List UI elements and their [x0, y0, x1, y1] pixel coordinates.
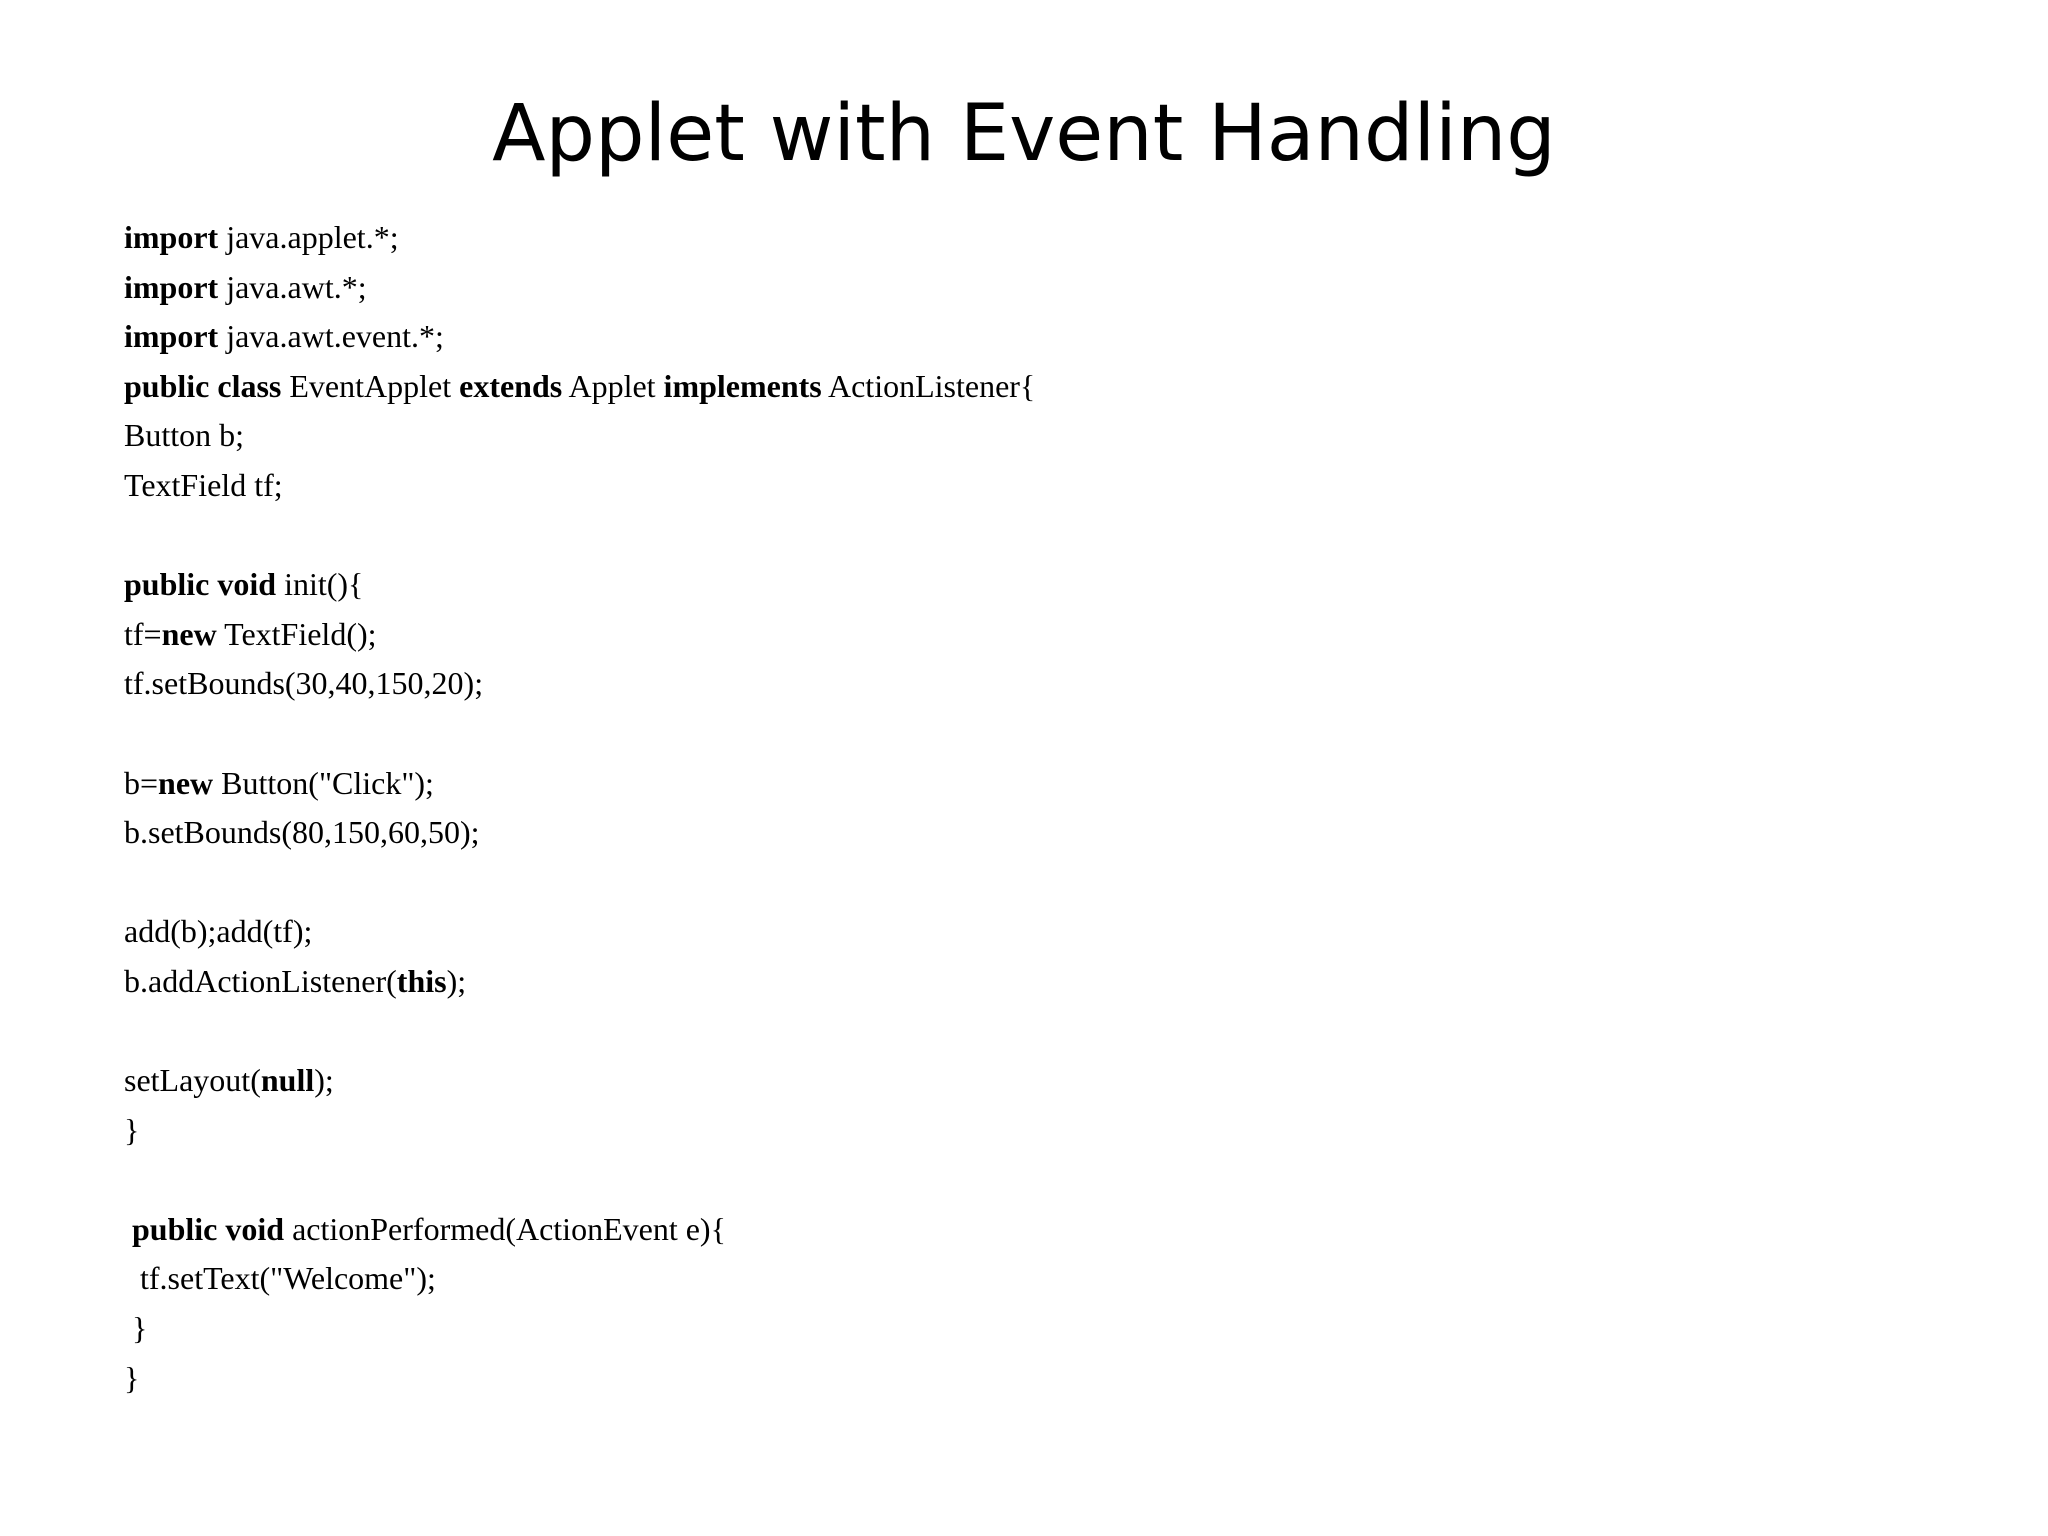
- code-line: [124, 610, 1984, 660]
- code-text: init(){: [276, 566, 364, 603]
- code-line: [124, 1056, 1984, 1106]
- code-text: );: [446, 962, 467, 999]
- code-line: [124, 659, 1984, 709]
- code-text: Button b;: [124, 417, 245, 454]
- code-text: java.applet.*;: [218, 219, 399, 255]
- code-line: [124, 1205, 1984, 1255]
- code-keyword: import: [124, 318, 219, 355]
- code-line: [124, 213, 1984, 263]
- code-keyword: extends: [459, 367, 563, 404]
- code-blank-line: [124, 709, 1984, 759]
- code-line: [124, 1106, 1984, 1156]
- code-keyword: public void: [132, 1210, 285, 1247]
- code-text: actionPerformed(ActionEvent e){: [284, 1210, 726, 1247]
- code-keyword: this: [396, 962, 447, 999]
- code-line: [124, 560, 1984, 610]
- code-line: [124, 461, 1984, 511]
- code-line: [124, 312, 1984, 362]
- code-line: [124, 263, 1984, 313]
- code-text: }: [124, 1310, 148, 1347]
- code-blank-line: [124, 1155, 1984, 1205]
- code-line: [124, 362, 1984, 412]
- code-blank-line: [124, 1007, 1984, 1057]
- code-line: [124, 808, 1984, 858]
- code-line: [124, 1304, 1984, 1354]
- code-keyword: implements: [663, 367, 822, 404]
- code-text: setLayout(: [124, 1062, 261, 1099]
- code-text: java.awt.event.*;: [218, 318, 444, 355]
- code-keyword: new: [158, 764, 214, 801]
- slide-title: Applet with Event Handling: [492, 89, 1556, 179]
- code-text: }: [124, 1111, 140, 1148]
- code-text: }: [124, 1359, 140, 1396]
- code-line: [124, 1354, 1984, 1404]
- code-blank-line: [124, 511, 1984, 561]
- code-text: b.addActionListener(: [124, 962, 397, 999]
- code-text: );: [314, 1062, 334, 1099]
- code-text: ActionListener{: [821, 367, 1036, 404]
- code-text: add(b);add(tf);: [124, 913, 313, 950]
- code-keyword: public class: [124, 367, 282, 404]
- code-text: tf.setText("Welcome");: [124, 1260, 436, 1297]
- code-keyword: import: [124, 219, 219, 255]
- code-line: [124, 907, 1984, 957]
- code-blank-line: [124, 858, 1984, 908]
- code-text: TextField tf;: [124, 466, 283, 503]
- code-text: Applet: [562, 367, 664, 404]
- code-keyword: new: [161, 615, 217, 652]
- code-text: Button("Click");: [213, 764, 434, 801]
- code-line: [124, 957, 1984, 1007]
- code-text: b=: [124, 764, 159, 801]
- code-line: [124, 1254, 1984, 1304]
- code-text: java.awt.*;: [218, 268, 367, 305]
- code-line: [124, 759, 1984, 809]
- code-text: b.setBounds(80,150,60,50);: [124, 814, 480, 851]
- code-line: [124, 411, 1984, 461]
- code-keyword: import: [124, 268, 219, 305]
- code-keyword: public void: [124, 566, 277, 603]
- code-text: tf.setBounds(30,40,150,20);: [124, 665, 484, 702]
- code-text: EventApplet: [281, 367, 460, 404]
- code-keyword: null: [260, 1062, 315, 1099]
- code-text: tf=: [124, 615, 162, 652]
- code-block: [124, 213, 1984, 1403]
- code-text: TextField();: [216, 615, 377, 652]
- code-text: [124, 1211, 132, 1247]
